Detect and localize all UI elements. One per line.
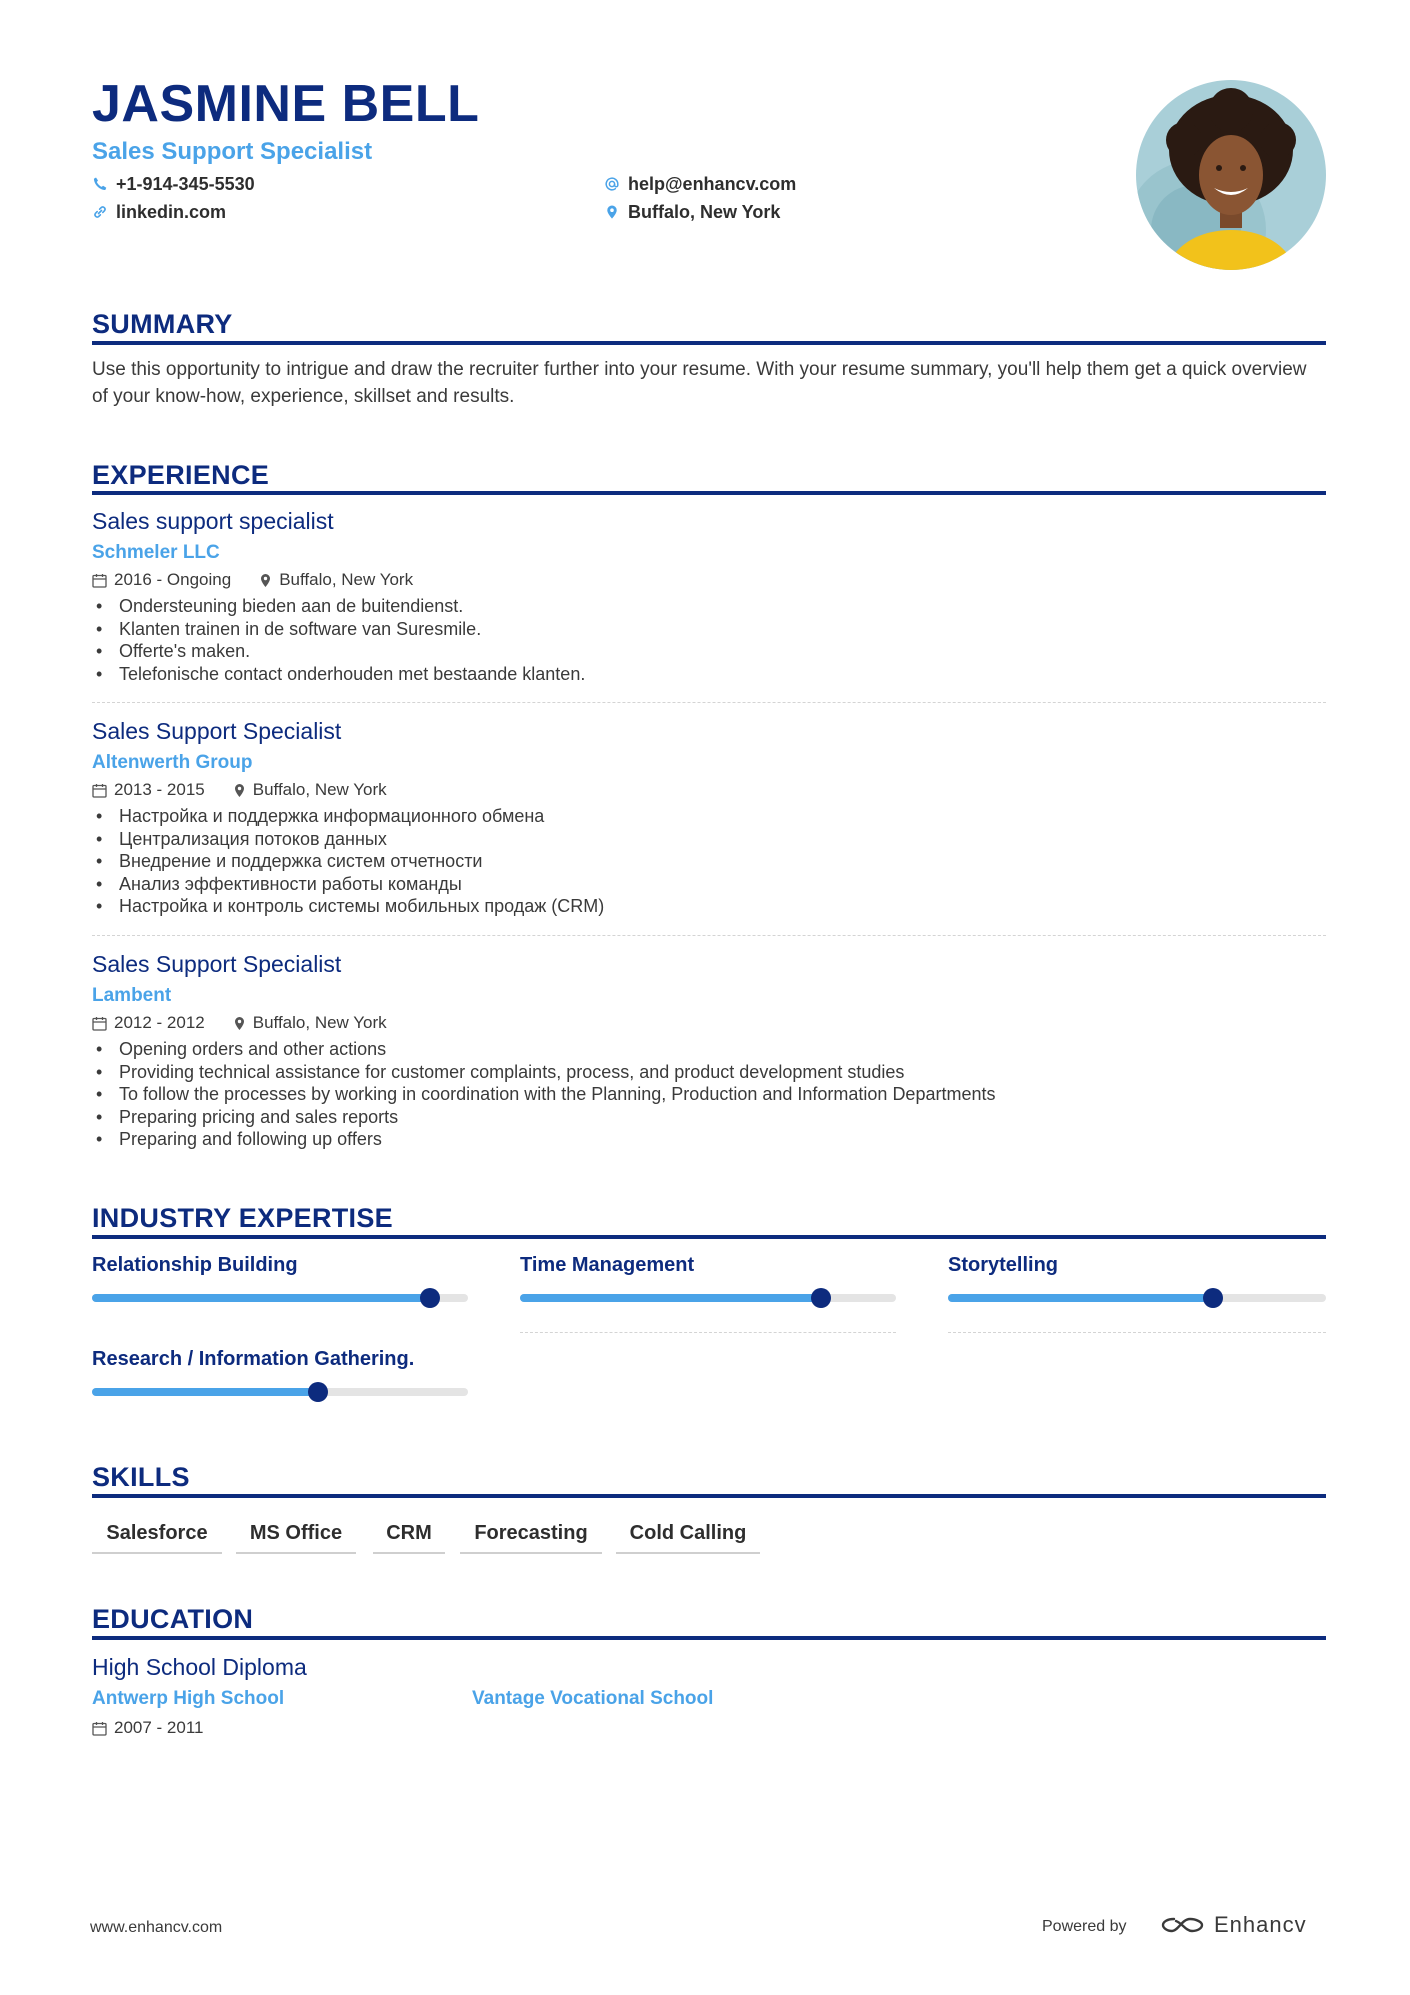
job-bullet: • Telefonische contact onderhouden met bestaande klanten. <box>92 663 1326 686</box>
expertise-bar <box>520 1294 896 1302</box>
job-bullet: • Внедрение и поддержка систем отчетности <box>92 850 1326 873</box>
expertise-bar <box>92 1388 468 1396</box>
location-pin-icon <box>259 573 272 588</box>
job-bullet: • Klanten trainen in de software van Suresmile. <box>92 618 1326 641</box>
expertise-heading: INDUSTRY EXPERTISE <box>92 1203 393 1233</box>
job-title: Sales Support Specialist <box>92 951 342 977</box>
expertise-bar-fill <box>92 1294 430 1302</box>
calendar-icon <box>92 783 107 798</box>
website-contact[interactable] <box>92 200 226 224</box>
job-title: Sales Support Specialist <box>92 718 342 744</box>
email-contact[interactable] <box>604 172 796 196</box>
email-text[interactable]: help@enhancv.com <box>628 174 797 194</box>
job-meta <box>92 778 1326 802</box>
experience-heading: EXPERIENCE <box>92 460 270 490</box>
job-title: Sales support specialist <box>92 508 334 534</box>
job-bullet: • Preparing and following up offers <box>92 1128 1326 1151</box>
location-contact <box>604 200 780 224</box>
footer-brand-text: Enhancv <box>1214 1912 1307 1937</box>
skill-tag: MS Office <box>236 1512 356 1554</box>
footer-url[interactable]: www.enhancv.com <box>90 1919 223 1936</box>
job-location <box>259 568 413 592</box>
education-school-secondary: Vantage Vocational School <box>472 1688 714 1709</box>
job-separator <box>92 702 1326 703</box>
job-bullet: • Анализ эффективности работы команды <box>92 873 1326 896</box>
expertise-name: Storytelling <box>948 1254 1059 1276</box>
expertise-separator <box>948 1332 1326 1333</box>
job-location <box>233 778 387 802</box>
job-bullets <box>92 1038 1326 1151</box>
phone-text: +1-914-345-5530 <box>116 174 255 194</box>
expertise-name: Research / Information Gathering. <box>92 1348 415 1370</box>
phone-icon <box>92 176 108 192</box>
expertise-bar-knob <box>308 1382 328 1402</box>
job-entry-3 <box>92 949 1326 1151</box>
experience-divider <box>92 491 1326 495</box>
job-meta <box>92 568 1326 592</box>
education-meta <box>92 1716 203 1740</box>
expertise-bar <box>92 1294 468 1302</box>
candidate-name: JASMINE BELL <box>92 75 480 133</box>
calendar-icon <box>92 1721 107 1736</box>
skills-heading: SKILLS <box>92 1462 190 1492</box>
location-pin-icon <box>604 204 620 220</box>
summary-heading: SUMMARY <box>92 309 233 339</box>
job-bullet: • Providing technical assistance for customer complaints, process, and product development studies <box>92 1061 1326 1084</box>
job-company: Altenwerth Group <box>92 752 253 773</box>
job-bullet: • Preparing pricing and sales reports <box>92 1106 1326 1129</box>
education-heading: EDUCATION <box>92 1604 254 1634</box>
expertise-bar-fill <box>92 1388 318 1396</box>
job-bullet: • Настройка и поддержка информационного обмена <box>92 805 1326 828</box>
expertise-bar <box>948 1294 1326 1302</box>
footer-powered-by: Powered by <box>1042 1918 1127 1935</box>
skill-tag: Salesforce <box>92 1512 222 1554</box>
job-dates: 2013 - 2015 <box>114 780 205 799</box>
summary-text: Use this opportunity to intrigue and draw the recruiter further into your resume. With your resume summary, you'll help them get a quick overview of your know-how, experience, skillset and results. <box>92 359 1307 407</box>
job-dates: 2016 - Ongoing <box>114 570 232 589</box>
job-meta <box>92 1011 1326 1035</box>
job-location-text: Buffalo, New York <box>252 1013 387 1032</box>
job-entry-1 <box>92 506 1326 685</box>
expertise-bar-fill <box>520 1294 821 1302</box>
education-divider <box>92 1636 1326 1640</box>
job-bullets <box>92 805 1326 918</box>
job-bullet: • Централизация потоков данных <box>92 828 1326 851</box>
candidate-title: Sales Support Specialist <box>92 138 373 165</box>
website-text[interactable]: linkedin.com <box>116 202 227 222</box>
job-entry-2 <box>92 716 1326 918</box>
calendar-icon <box>92 573 107 588</box>
location-pin-icon <box>233 1016 246 1031</box>
education-school: Antwerp High School <box>92 1688 285 1709</box>
job-location-text: Buffalo, New York <box>279 570 414 589</box>
job-bullet: • Opening orders and other actions <box>92 1038 1326 1061</box>
skills-divider <box>92 1494 1326 1498</box>
skill-tag: Cold Calling <box>616 1512 760 1554</box>
expertise-name: Time Management <box>520 1254 695 1276</box>
job-separator <box>92 935 1326 936</box>
job-bullet: • To follow the processes by working in coordination with the Planning, Production and Information Departments <box>92 1083 1326 1106</box>
job-location-text: Buffalo, New York <box>252 780 387 799</box>
job-company: Schmeler LLC <box>92 542 220 563</box>
expertise-divider <box>92 1235 1326 1239</box>
expertise-bar-knob <box>420 1288 440 1308</box>
link-icon <box>92 204 108 220</box>
enhancv-logo-icon <box>1160 1913 1206 1937</box>
education-degree: High School Diploma <box>92 1654 307 1680</box>
education-dates: 2007 - 2011 <box>114 1718 204 1737</box>
job-bullet: • Настройка и контроль системы мобильных продаж (CRM) <box>92 895 1326 918</box>
calendar-icon <box>92 1016 107 1031</box>
job-dates: 2012 - 2012 <box>114 1013 205 1032</box>
expertise-bar-knob <box>811 1288 831 1308</box>
job-bullet: • Ondersteuning bieden aan de buitendienst. <box>92 595 1326 618</box>
expertise-name: Relationship Building <box>92 1254 298 1276</box>
expertise-separator <box>520 1332 896 1333</box>
skill-tag: CRM <box>373 1512 445 1554</box>
profile-photo <box>1136 80 1326 270</box>
job-bullets <box>92 595 1326 685</box>
expertise-bar-fill <box>948 1294 1213 1302</box>
at-icon <box>604 176 620 192</box>
phone-contact <box>92 172 255 196</box>
job-company: Lambent <box>92 985 172 1006</box>
job-location <box>233 1011 387 1035</box>
skill-tag: Forecasting <box>460 1512 602 1554</box>
footer-brand[interactable] <box>1160 1910 1307 1940</box>
summary-divider <box>92 341 1326 345</box>
location-pin-icon <box>233 783 246 798</box>
expertise-bar-knob <box>1203 1288 1223 1308</box>
location-text: Buffalo, New York <box>628 202 781 222</box>
job-bullet: • Offerte's maken. <box>92 640 1326 663</box>
